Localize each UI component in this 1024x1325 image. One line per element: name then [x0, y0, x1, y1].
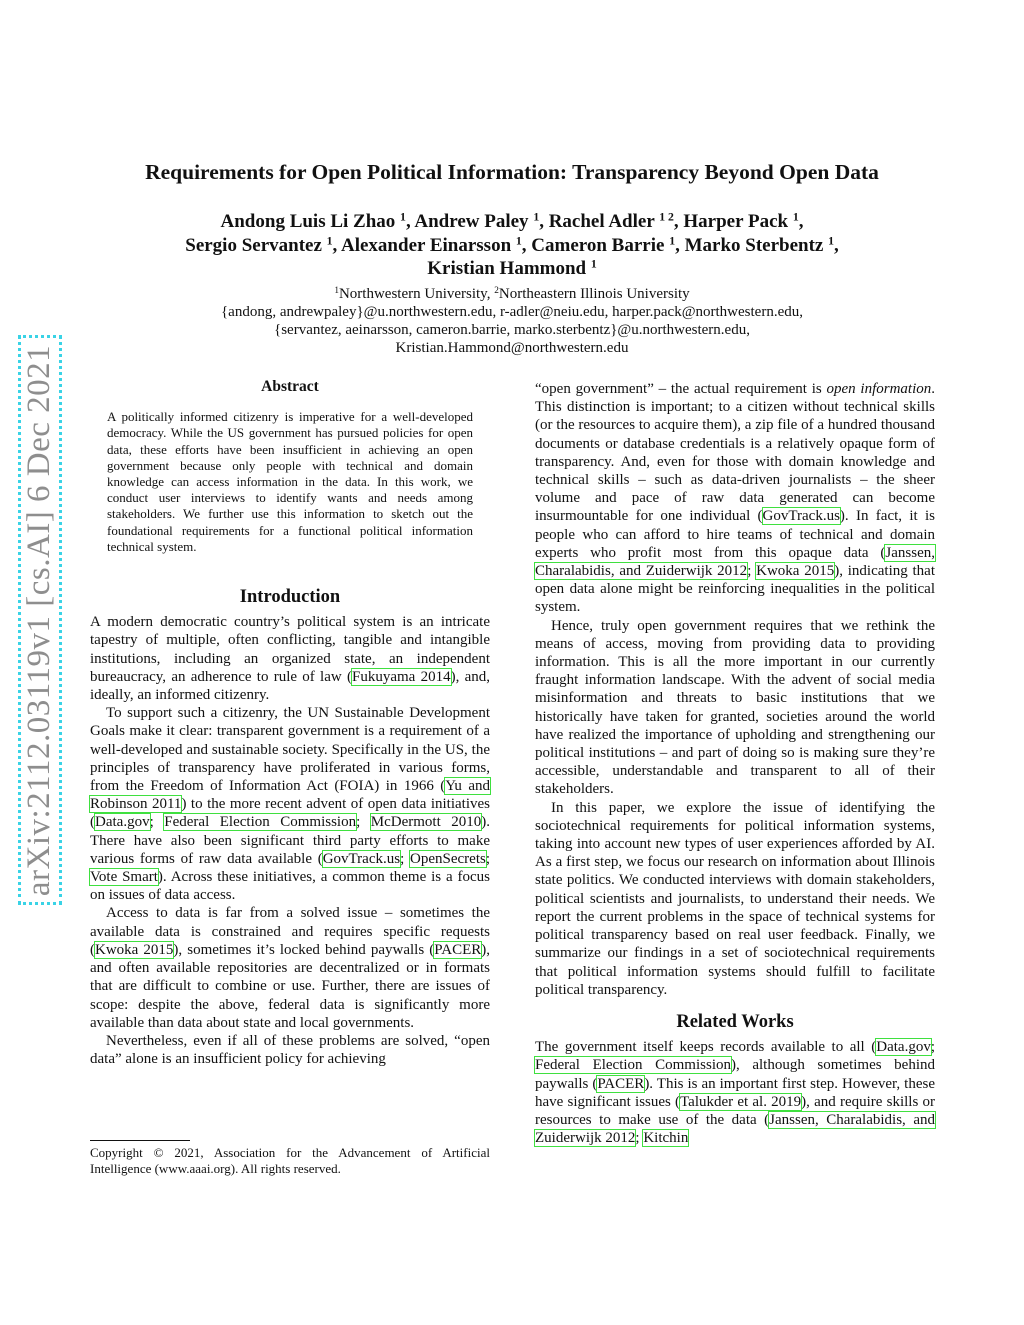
- citation-link[interactable]: Janssen, Charalabidis, and Zuiderwijk 2012: [535, 544, 935, 580]
- affiliation-name: Northeastern Illinois University: [498, 286, 690, 302]
- affiliation-orgs: [60, 285, 964, 303]
- author-name: Marko Sterbentz: [679, 234, 829, 256]
- citation-link[interactable]: Federal Election Commission: [535, 1057, 731, 1074]
- author-affiliation-marker: 1 2: [659, 210, 674, 224]
- author-name: Cameron Barrie: [526, 234, 670, 256]
- citation-link[interactable]: Yu and Robinson 2011: [90, 778, 491, 813]
- author-affiliation-marker: 1: [326, 234, 333, 248]
- paragraph: In this paper, we explore the issue of identifying the sociotechnical requirements for political information systems, taking into account new types of user experiences afforded by AI. As a first step, we focus our research on information about Illinois state politics. We conducted interviews with domain stakeholders, political scientists and journalists, to understand their needs. We report the current problems in the space of technical systems for political transparency based on real user feedback. Finally, we summarize our findings in a set of sociotechnical requirements that political information systems should fulfill to facilitate political transparency.: [535, 799, 935, 998]
- citation-link[interactable]: Federal Election Commission: [164, 814, 357, 831]
- paragraph: To support such a citizenry, the UN Sustainable Development Goals make it clear: transparent government is a requirement of a well-developed and sustainable society. Specifically in the US, the principles of transparency have proliferated in various forms, from the Freedom of Information Act (FOIA) in 1966 (Yu and Robinson 2011) to the more recent advent of open data initiatives (Data.gov; Federal Election Commission; McDermott 2010). There have also been significant third party efforts to make various forms of raw data available (GovTrack.us; OpenSecrets; Vote Smart). Across these initiatives, a common theme is a focus on issues of data access.: [90, 705, 491, 904]
- citation-link[interactable]: Janssen, Charalabidis, and Zuiderwijk 2012: [535, 1111, 935, 1147]
- affiliation-marker: 2: [494, 285, 499, 296]
- author-name: Andrew Paley: [410, 211, 534, 232]
- citation-link[interactable]: PACER: [597, 1075, 645, 1092]
- related-works-heading: Related Works: [676, 1011, 794, 1032]
- author-affiliation-marker: 1: [669, 234, 676, 248]
- citation-link[interactable]: OpenSecrets: [410, 850, 486, 867]
- paragraph: Hence, truly open government requires that we rethink the means of access, moving from providing data to providing information. This is all the more important in our currently fraught information landscape. With the advent of social media misinformation and threats to basic institutions that we historically have taken for granted, societies around the world have realized the importance of upholding and strengthening our political institutions – and part of doing so is making sure they’re accessible, understandable and transparent to all of their stakeholders.: [535, 617, 935, 798]
- author-list: [60, 210, 964, 281]
- emphasis-text: open information: [826, 381, 932, 397]
- author-line: Andong Luis Li Zhao $^1$, Andrew Paley $^1$, Rachel Adler $^{1 2}$, Harper Pack $^1$,: [220, 210, 804, 232]
- citation-link[interactable]: McDermott 2010: [370, 814, 482, 831]
- left-column: [90, 378, 490, 1068]
- abstract-text: A politically informed citizenry is imperative for a well-developed democracy. While the US government has pursued policies for open data, these efforts have been insufficient in achieving an open government because only people with technical and domain knowledge can access information in the data. In this work, we conduct user interviews to identify wants and needs among stakeholders. We further use this information to sketch out the foundational requirements for a functional political information technical system.: [107, 409, 473, 554]
- right-column: [535, 380, 935, 1147]
- abstract-heading: Abstract: [261, 378, 319, 395]
- affiliations: [60, 285, 964, 357]
- paragraph: Nevertheless, even if all of these problems are solved, “open data” alone is an insufficient policy for achieving: [90, 1032, 490, 1068]
- author-name: Harper Pack: [678, 211, 793, 232]
- author-affiliation-marker: 1: [590, 257, 597, 271]
- author-affiliation-marker: 1: [828, 234, 834, 248]
- copyright-text: Copyright © 2021, Association for the Advancement of Artificial Intelligence (www.aaai.org). All rights reserved.: [90, 1145, 490, 1176]
- author-name: Rachel Adler: [543, 211, 660, 232]
- affiliation-name: Northwestern University,: [338, 286, 495, 302]
- citation-link[interactable]: Kitchin: [643, 1130, 689, 1147]
- author-name: Kristian Hammond: [427, 258, 591, 279]
- copyright-notice: [90, 1140, 490, 1177]
- paragraph-continued: “open government” – the actual requirement is open information. This distinction is important; to a citizen without technical skills (or the resources to acquire them), a zip file of a hundred thousand documents or database credentials is a relatively opaque form of transparency. And, even for those with domain knowledge and technical skills – such as data-driven journalists – the sheer volume and pace of raw data generated can become insurmountable for one individual (GovTrack.us). In fact, it is people who can afford to hire teams of technical and domain experts who profit most from this opaque data (Janssen, Charalabidis, and Zuiderwijk 2012; Kwoka 2015), indicating that open data alone might be reinforcing inequalities in the political system.: [535, 381, 935, 616]
- citation-link[interactable]: Fukuyama 2014: [351, 668, 451, 685]
- citation-link[interactable]: Data.gov: [95, 814, 150, 831]
- paper-title: Requirements for Open Political Information: Transparency Beyond Open Data: [145, 160, 879, 184]
- author-emails: {andong, andrewpaley}@u.northwestern.edu, r-adler@neiu.edu, harper.pack@northwestern.edu,: [220, 304, 803, 320]
- citation-link[interactable]: Vote Smart: [90, 869, 158, 886]
- author-emails: Kristian.Hammond@northwestern.edu: [395, 340, 629, 356]
- author-name: Alexander Einarsson: [337, 234, 516, 256]
- paragraph: Access to data is far from a solved issue – sometimes the available data is constrained and requires specific requests (Kwoka 2015), sometimes it’s locked behind paywalls (PACER), and often available repositories are decentralized or in formats that are difficult to combine or use. Further, there are issues of scope: despite the above, federal data is significantly more available than data about state and local governments.: [90, 905, 490, 1031]
- footnote-rule: [90, 1140, 190, 1141]
- introduction-heading: Introduction: [239, 587, 341, 608]
- author-name: Andong Luis Li Zhao: [220, 211, 401, 232]
- citation-link[interactable]: Kwoka 2015: [95, 941, 174, 958]
- citation-link[interactable]: PACER: [434, 941, 482, 958]
- author-line: [60, 257, 964, 281]
- author-affiliation-marker: 1: [533, 210, 540, 224]
- paragraph: The government itself keeps records available to all (Data.gov; Federal Election Commission), although sometimes behind paywalls (PACER). This is an important first step. However, these have significant issues (Talukder et al. 2019), and require skills or resources to make use of the data (Janssen, Charalabidis, and Zuiderwijk 2012; Kitchin: [535, 1039, 935, 1147]
- author-line: Sergio Servantez $^1$, Alexander Einarsson $^1$, Cameron Barrie $^1$, Marko Sterbentz $^1$,: [185, 234, 839, 256]
- author-name: Sergio Servantez: [185, 234, 327, 256]
- arxiv-identifier-stamp: [18, 335, 62, 905]
- author-emails: {servantez, aeinarsson, cameron.barrie, marko.sterbentz}@u.northwestern.edu,: [274, 322, 750, 338]
- arxiv-id-text: arXiv:2112.03119v1 [cs.AI] 6 Dec 2021: [21, 344, 58, 896]
- citation-link[interactable]: Data.gov: [876, 1039, 931, 1056]
- author-affiliation-marker: 1: [400, 210, 406, 224]
- author-affiliation-marker: 1: [515, 234, 522, 248]
- affiliation-marker: 1: [334, 285, 339, 296]
- citation-link[interactable]: GovTrack.us: [322, 850, 401, 867]
- citation-link[interactable]: Talukder et al. 2019: [680, 1093, 802, 1110]
- citation-link[interactable]: Kwoka 2015: [756, 563, 835, 580]
- citation-link[interactable]: GovTrack.us: [762, 508, 840, 525]
- paragraph: A modern democratic country’s political system is an intricate tapestry of multiple, often conflicting, tangible and intangible institutions, including an organized state, an independent bureaucracy, an adherence to rule of law (Fukuyama 2014), and, ideally, an informed citizenry.: [90, 614, 490, 704]
- author-affiliation-marker: 1: [792, 210, 799, 224]
